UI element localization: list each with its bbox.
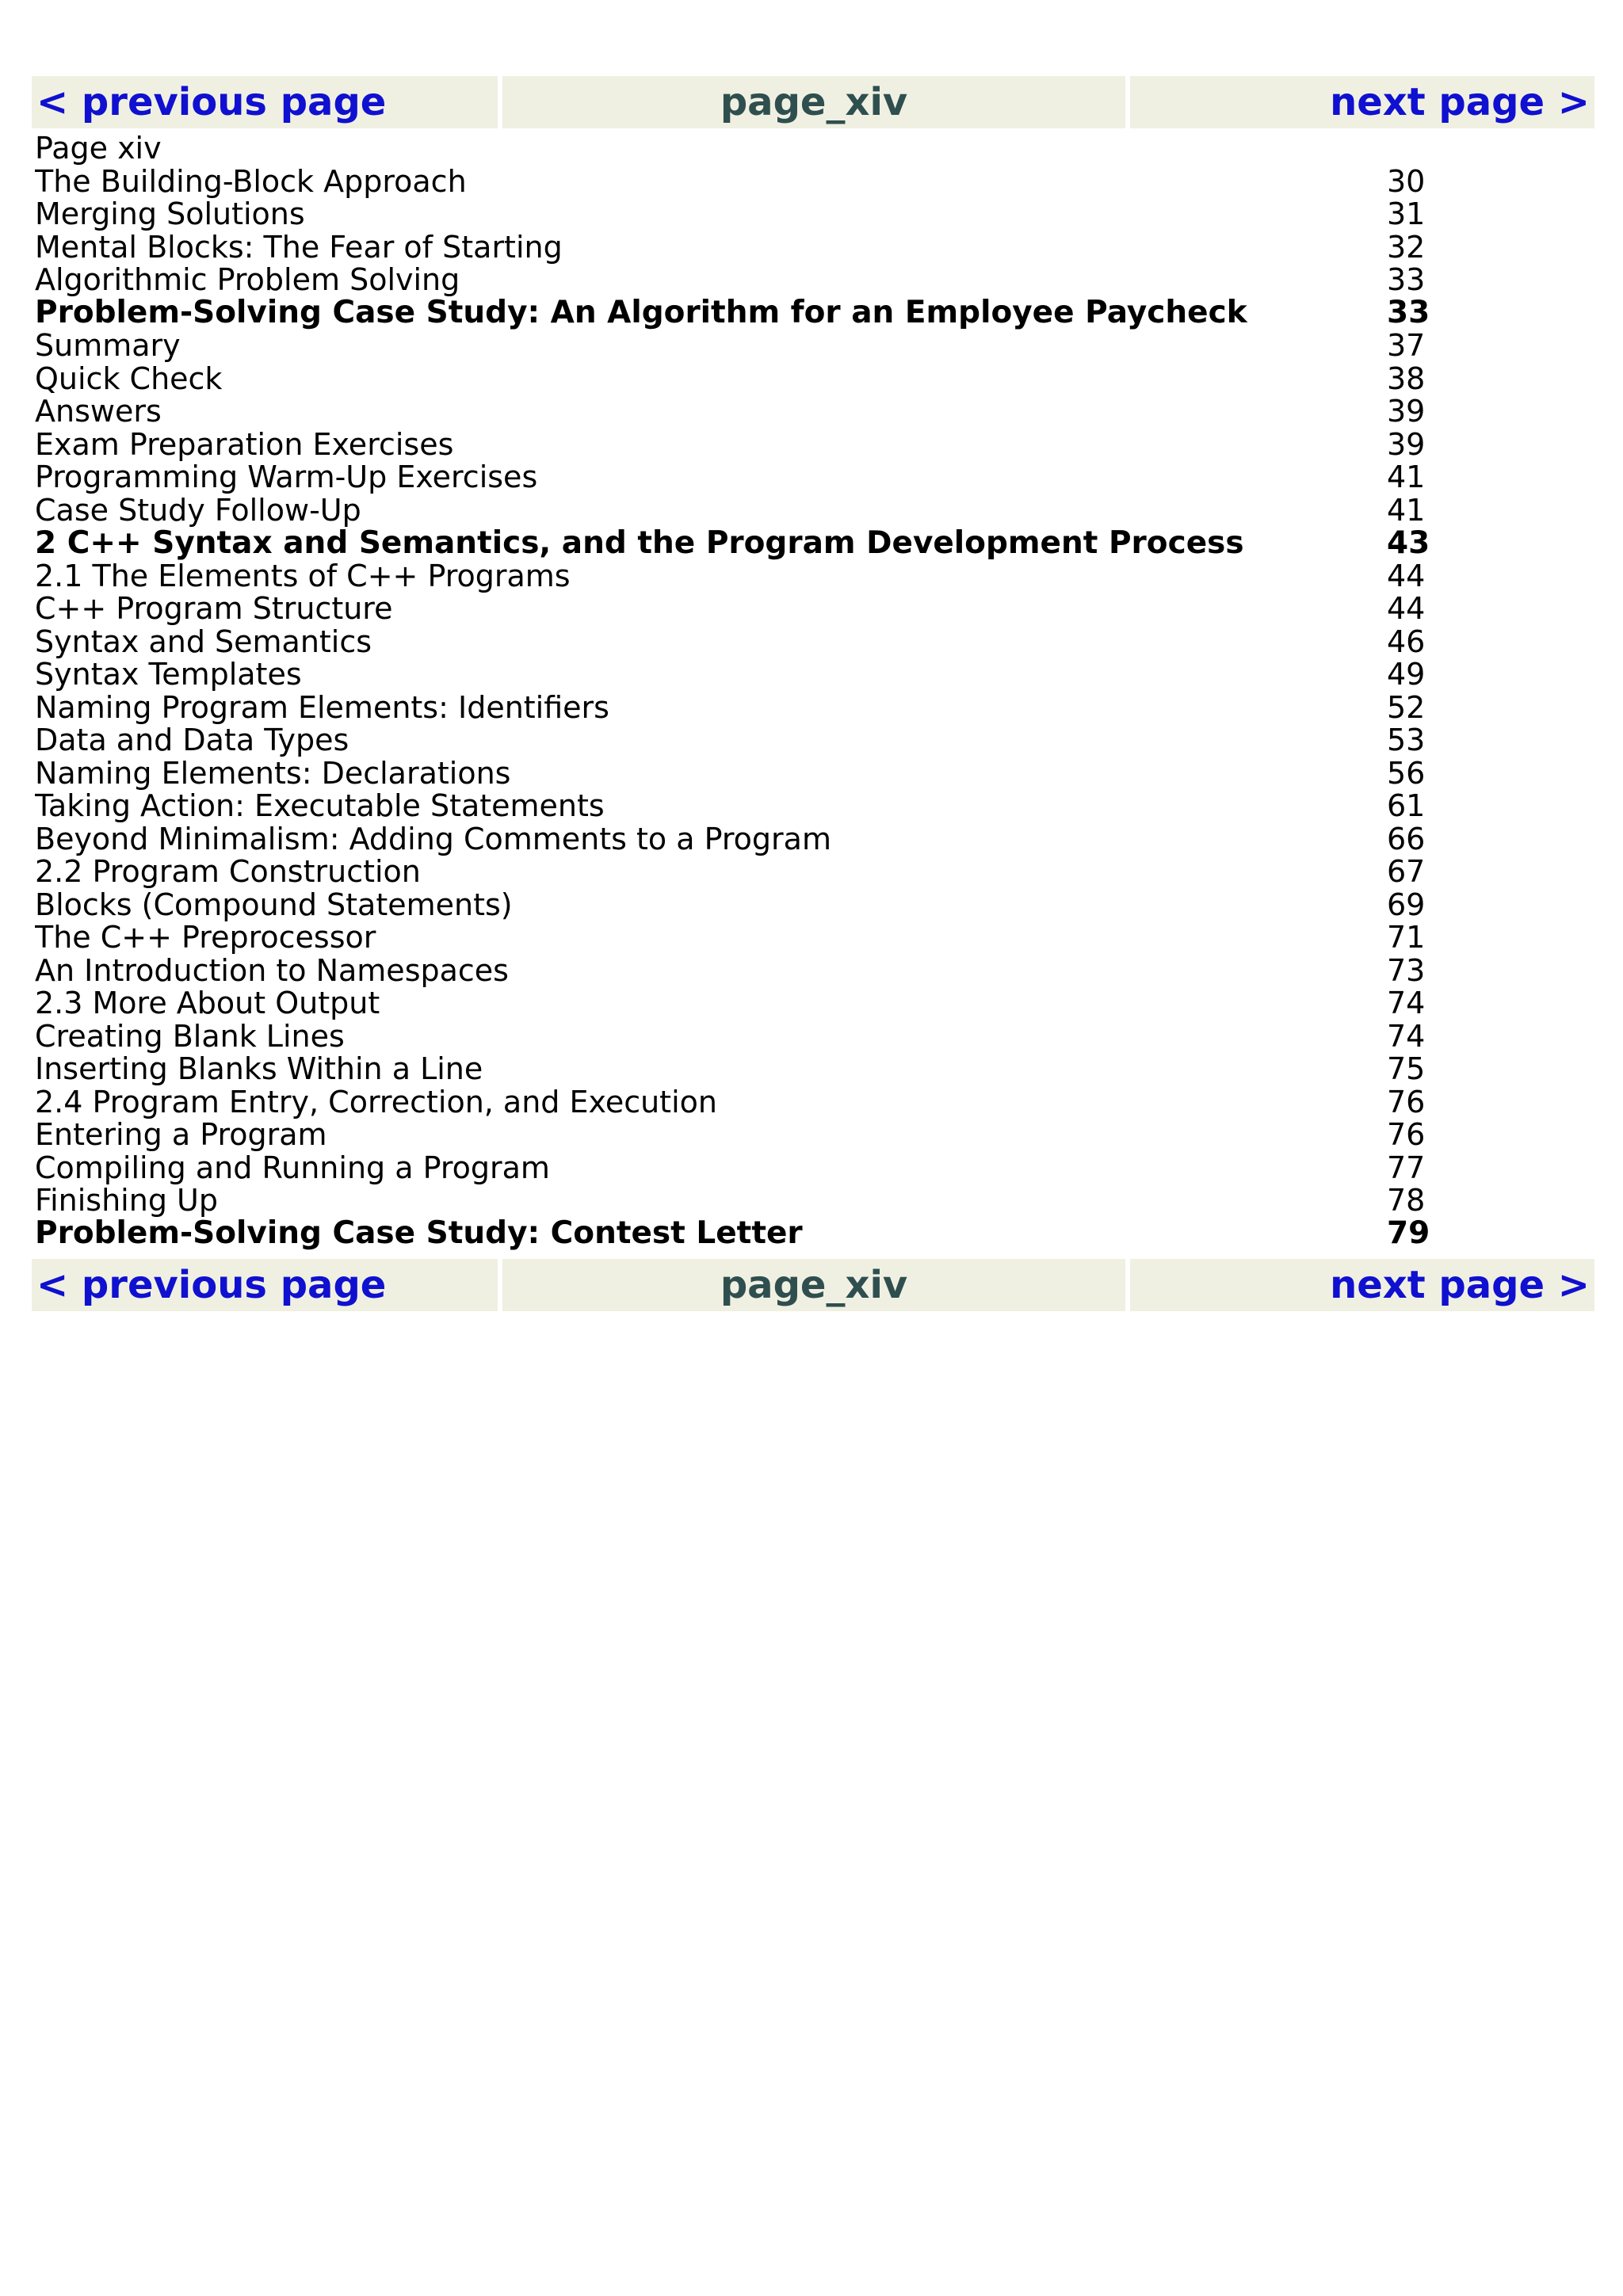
toc-entry	[35, 494, 1438, 527]
bottom-navigation-bar	[32, 1259, 1594, 1311]
toc-entry	[35, 428, 1438, 461]
toc-entry-title: Entering a Program	[35, 1117, 327, 1153]
toc-entry-title: Exam Preparation Exercises	[35, 426, 454, 462]
toc-entry	[35, 856, 1438, 889]
toc-entry	[35, 395, 1438, 429]
toc-entry-title: An Introduction to Namespaces	[35, 952, 509, 988]
toc-entry-title: 2.4 Program Entry, Correction, and Execution	[35, 1084, 717, 1119]
toc-entry-title: Blocks (Compound Statements)	[35, 887, 513, 922]
toc-entry-page-number: 74	[1387, 986, 1426, 1021]
toc-entry-page-number: 41	[1387, 492, 1426, 528]
table-of-contents	[35, 165, 1438, 1250]
toc-entry-title: 2.1 The Elements of C++ Programs	[35, 558, 571, 593]
toc-entry-title: Programming Warm-Up Exercises	[35, 460, 538, 495]
toc-entry-title: The Building-Block Approach	[35, 163, 467, 199]
toc-entry-page-number: 30	[1387, 163, 1426, 199]
toc-entry	[35, 691, 1438, 724]
toc-entry	[35, 757, 1438, 790]
toc-entry-title: Naming Program Elements: Identifiers	[35, 689, 609, 725]
toc-entry	[35, 1020, 1438, 1053]
toc-entry	[35, 921, 1438, 955]
toc-entry-title: Quick Check	[35, 360, 223, 396]
toc-entry-title: Case Study Follow-Up	[35, 492, 361, 528]
toc-entry-title: Naming Elements: Declarations	[35, 755, 511, 791]
toc-entry-title: Inserting Blanks Within a Line	[35, 1051, 483, 1087]
toc-entry-title: Data and Data Types	[35, 723, 349, 758]
toc-entry-title: C++ Program Structure	[35, 591, 393, 627]
toc-entry-title: 2 C++ Syntax and Semantics, and the Program Development Process	[35, 524, 1244, 561]
toc-entry-title: Problem-Solving Case Study: Contest Letter	[35, 1215, 803, 1252]
toc-entry	[35, 362, 1438, 395]
toc-entry-page-number: 41	[1387, 460, 1426, 495]
toc-entry-title: Answers	[35, 394, 162, 429]
toc-entry-title: Problem-Solving Case Study: An Algorithm for an Employee Paycheck	[35, 295, 1247, 331]
toc-entry-page-number: 44	[1387, 558, 1426, 593]
toc-entry	[35, 1119, 1438, 1152]
toc-entry-title: Beyond Minimalism: Adding Comments to a Program	[35, 821, 831, 856]
toc-entry-page-number: 61	[1387, 788, 1426, 824]
toc-entry	[35, 954, 1438, 987]
toc-entry-title: Finishing Up	[35, 1183, 218, 1219]
toc-entry-page-number: 46	[1387, 624, 1426, 659]
toc-entry-page-number: 49	[1387, 657, 1426, 692]
toc-entry-page-number: 53	[1387, 723, 1426, 758]
toc-entry-page-number: 69	[1387, 887, 1426, 922]
toc-entry	[35, 231, 1438, 264]
toc-entry	[35, 1217, 1438, 1250]
toc-entry-page-number: 74	[1387, 1018, 1426, 1054]
toc-entry-page-number: 67	[1387, 854, 1426, 890]
toc-entry	[35, 593, 1438, 626]
toc-entry-page-number: 43	[1387, 524, 1430, 561]
toc-entry-page-number: 77	[1387, 1150, 1426, 1185]
toc-entry-page-number: 44	[1387, 591, 1426, 627]
toc-entry-page-number: 76	[1387, 1084, 1426, 1119]
next-page-link[interactable]: next page >	[1130, 1259, 1594, 1311]
toc-entry-page-number: 71	[1387, 920, 1426, 955]
toc-entry-page-number: 76	[1387, 1117, 1426, 1153]
toc-entry-page-number: 33	[1387, 262, 1426, 298]
toc-entry-title: Merging Solutions	[35, 196, 305, 232]
toc-entry-page-number: 39	[1387, 394, 1426, 429]
toc-entry-page-number: 38	[1387, 360, 1426, 396]
toc-entry	[35, 658, 1438, 692]
toc-entry	[35, 559, 1438, 593]
toc-entry-page-number: 39	[1387, 426, 1426, 462]
page-id-label: page_xiv	[502, 1259, 1125, 1311]
toc-entry	[35, 724, 1438, 757]
toc-entry-page-number: 66	[1387, 821, 1426, 856]
toc-entry-title: Syntax Templates	[35, 657, 302, 692]
toc-entry-title: Creating Blank Lines	[35, 1018, 345, 1054]
toc-entry-title: Mental Blocks: The Fear of Starting	[35, 229, 563, 265]
toc-entry	[35, 822, 1438, 856]
page-label: Page xiv	[35, 131, 162, 166]
toc-entry-page-number: 31	[1387, 196, 1426, 232]
next-page-link[interactable]: next page >	[1130, 76, 1594, 128]
toc-entry-page-number: 78	[1387, 1183, 1426, 1219]
toc-entry-page-number: 32	[1387, 229, 1426, 265]
toc-entry-page-number: 56	[1387, 755, 1426, 791]
toc-entry-title: Compiling and Running a Program	[35, 1150, 550, 1185]
toc-entry	[35, 198, 1438, 231]
toc-entry	[35, 330, 1438, 363]
toc-entry-title: Taking Action: Executable Statements	[35, 788, 605, 824]
toc-entry-title: 2.2 Program Construction	[35, 854, 421, 890]
page-id-label: page_xiv	[502, 76, 1125, 128]
toc-entry-title: The C++ Preprocessor	[35, 920, 376, 955]
toc-entry-page-number: 79	[1387, 1215, 1430, 1252]
previous-page-link[interactable]: < previous page	[32, 1259, 498, 1311]
toc-entry	[35, 264, 1438, 297]
toc-entry-page-number: 75	[1387, 1051, 1426, 1087]
toc-entry-page-number: 33	[1387, 295, 1430, 331]
toc-entry-page-number: 73	[1387, 952, 1426, 988]
toc-entry	[35, 524, 1438, 561]
toc-entry	[35, 888, 1438, 921]
toc-entry-title: Summary	[35, 328, 181, 364]
toc-entry-title: 2.3 More About Output	[35, 986, 380, 1021]
previous-page-link[interactable]: < previous page	[32, 76, 498, 128]
toc-entry-page-number: 37	[1387, 328, 1426, 364]
toc-entry	[35, 987, 1438, 1020]
toc-entry	[35, 1085, 1438, 1119]
toc-entry	[35, 790, 1438, 823]
toc-entry-title: Algorithmic Problem Solving	[35, 262, 460, 298]
toc-entry	[35, 461, 1438, 494]
toc-entry	[35, 1053, 1438, 1086]
toc-entry	[35, 296, 1438, 330]
toc-entry-title: Syntax and Semantics	[35, 624, 372, 659]
toc-entry	[35, 1184, 1438, 1218]
toc-entry	[35, 165, 1438, 198]
toc-entry	[35, 1151, 1438, 1184]
toc-entry-page-number: 52	[1387, 689, 1426, 725]
top-navigation-bar	[32, 76, 1594, 128]
toc-entry	[35, 625, 1438, 658]
